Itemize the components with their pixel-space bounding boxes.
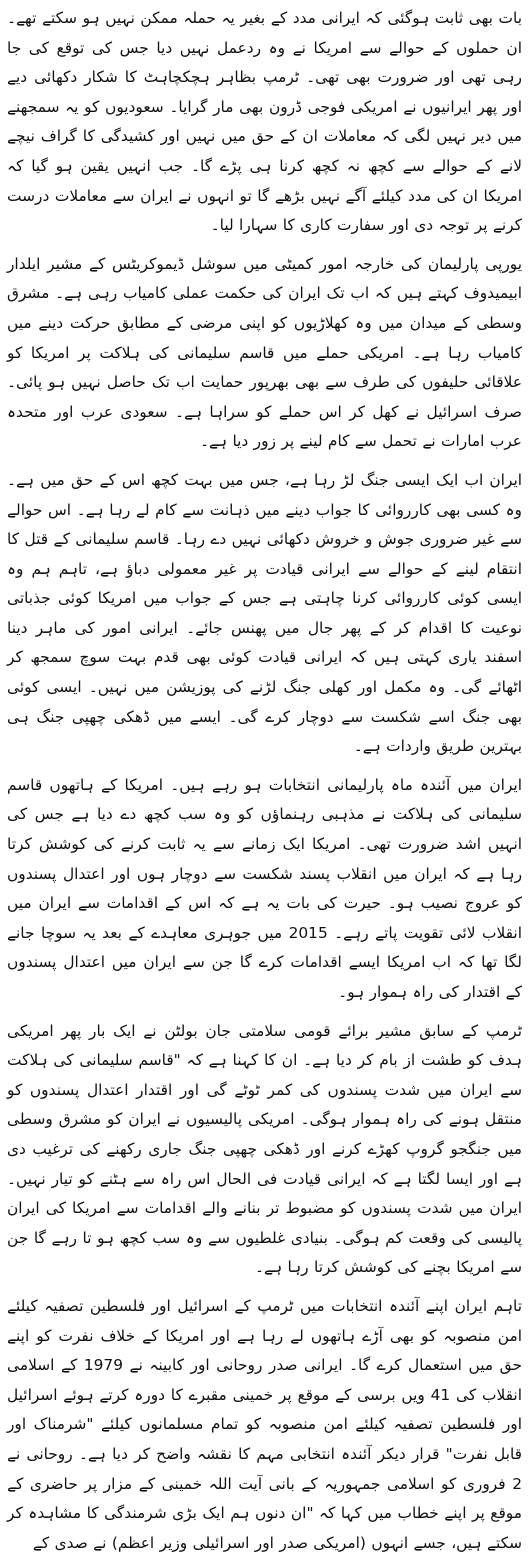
- article-paragraph-4: ایران میں آئندہ ماہ پارلیمانی انتخابات ہو رہے ہیں۔ امریکا کے ہاتھوں قاسم سلیمانی کی ہلاکت نے مذہبی رہنماؤں کو وہ سب کچھ دے دیا ہے جس کی انہیں اشد ضرورت تھی۔ امریکا ایک زمانے سے یہ ثابت کرنے کی کوشش کرتا رہا ہے کہ ایران میں انقلاب پسند شکست سے دوچار ہوں اور اعتدال پسندوں کو عروج نصیب ہو۔ حیرت کی بات یہ ہے کہ اس کے اقدامات سے ایران میں انقلاب لائی تقویت پاتے رہے۔ 2015 میں جوہری معاہدے کے بعد یہ سوچا جانے لگا تھا کہ اب امریکا ایسے اقدامات کرے گا جن سے ایران میں اعتدال پسندوں کے اقتدار کی راہ ہموار ہو۔: [7, 775, 522, 1001]
- article-paragraph-1: بات بھی ثابت ہوگئی کہ ایرانی مدد کے بغیر یہ حملہ ممکن نہیں ہو سکتے تھے۔ ان حملوں کے حوالے سے امریکا نے وہ ردعمل نہیں دیا جس کی توقع کی جا رہی تھی اور ضرورت بھی تھی۔ ٹرمپ بظاہر ہچکچاہٹ کا شکار دکھائی دیے اور پھر ایرانیوں نے امریکی فوجی ڈرون بھی مار گرایا۔ سعودیوں کو یہ سمجھنے میں دیر نہیں لگی کہ معاملات ان کے حق میں نہیں اور کشیدگی کا گراف نیچے لانے کے حوالے سے کچھ نہ کچھ کرنا ہی پڑے گا۔ جب انہیں یقین ہو گیا کہ امریکا ان کی مدد کیلئے آگے نہیں بڑھے گا تو انہوں نے ایران سے معاملات درست کرنے پر توجہ دی اور سفارت کاری کا سہارا لیا۔: [7, 9, 522, 235]
- article-paragraph-2: یورپی پارلیمان کی خارجہ امور کمیٹی میں سوشل ڈیموکریٹس کے مشیر ایلدار ابیمیدوف کہتے ہیں کہ اب تک ایران کی حکمت عملی کامیاب رہی ہے۔ مشرق وسطی کے میدان میں وہ کھلاڑیوں کو اپنی مرضی کے مطابق حرکت دینے میں کامیاب رہا ہے۔ امریکی حملے میں قاسم سلیمانی کی ہلاکت پر امریکا کو علاقائی حلیفوں کی طرف سے بھی بھرپور حمایت اب تک حاصل نہیں ہو پائی۔ صرف اسرائیل نے کھل کر اس حملے کو سراہا ہے۔ سعودی عرب اور متحدہ عرب امارات نے تحمل سے کام لینے پر زور دیا ہے۔: [7, 254, 522, 451]
- article-paragraph-6: تاہم ایران اپنے آئندہ انتخابات میں ٹرمپ کے اسرائیل اور فلسطین تصفیہ کیلئے امن منصوبہ کو بھی آڑے ہاتھوں لے رہا ہے اور امریکا کے خلاف نفرت کو اپنے حق میں استعمال کرے گا۔ ایرانی صدر روحانی اور کابینہ نے 1979 کے اسلامی انقلاب کی 41 ویں برسی کے موقع پر خمینی مقبرے کا دورہ کرتے ہوئے اسرائیل اور فلسطین تصفیہ کیلئے امن منصوبہ کو تمام مسلمانوں کیلئے "شرمناک اور قابل نفرت" قرار دیکر آئندہ انتخابی مہم کا نقشہ واضح کر دیا ہے۔ روحانی نے 2 فروری کو اسلامی جمہوریہ کے بانی آیت اللہ خمینی کے مزار پر حاضری کے موقع پر اپنے خطاب میں کہا کہ "ان دنوں ہم ایک بڑی شرمندگی کا مشاہدہ کر سکتے ہیں، جسے انہوں (امریکی صدر اور اسرائیلی وزیر اعظم) نے صدی کے: [7, 1296, 522, 1552]
- article-paragraph-5: ٹرمپ کے سابق مشیر برائے قومی سلامتی جان بولٹن نے ایک بار پھر امریکی ہدف کو طشت از بام کر دیا ہے۔ ان کا کہنا ہے کہ "قاسم سلیمانی کی ہلاکت سے ایران میں شدت پسندوں کی کمر ٹوٹے گی اور اقتدار اعتدال پسندوں کو منتقل ہونے کی راہ ہموار ہوگی۔ امریکی پالیسیوں نے ایران کو مشرق وسطی میں جنگجو گروپ کھڑے کرنے اور ڈھکی چھپی جنگ جاری رکھنے کی ترغیب دی ہے اور ایسا لگتا ہے کہ ایرانی قیادت فی الحال اس راہ سے ہٹنے کو تیار نہیں۔ ایران میں شدت پسندوں کو مضبوط تر بنانے والے اقدامات سے امریکا کی ایران پالیسی کی وقعت کم ہوگی۔ بنیادی غلطیوں سے وہ سب کچھ ہو تا رہے گا جن سے امریکا بچنے کی کوشش کرتا رہا ہے۔: [7, 1021, 522, 1277]
- article-paragraph-3: ایران اب ایک ایسی جنگ لڑ رہا ہے، جس میں بہت کچھ اس کے حق میں ہے۔ وہ کسی بھی کارروائی کا جواب دینے میں ذہانت سے کام لے رہا ہے۔ اس حوالے سے غیر ضروری جوش و خروش دکھائی نہیں دے رہا۔ قاسم سلیمانی کے قتل کا انتقام لینے کے حوالے سے ایرانی قیادت پر غیر معمولی دباؤ ہے، تاہم ہم وہ ایسی کوئی کارروائی کرنا چاہتی ہے جس کے جواب میں امریکا کوئی جذباتی نوعیت کا اقدام کر کے پھر جال میں پھنس جائے۔ ایرانی امور کی ماہر دینا اسفند یاری کہتی ہیں کہ ایرانی قیادت کوئی بھی قدم بہت سوچ سمجھ کر اٹھائے گی۔ وہ مکمل اور کھلی جنگ لڑنے کی پوزیشن میں نہیں۔ ایسی کوئی بھی جنگ اسے شکست سے دوچار کرے گی۔ ایسے میں ڈھکی چھپی جنگ ہی بہترین طریق واردات ہے۔: [7, 470, 522, 756]
